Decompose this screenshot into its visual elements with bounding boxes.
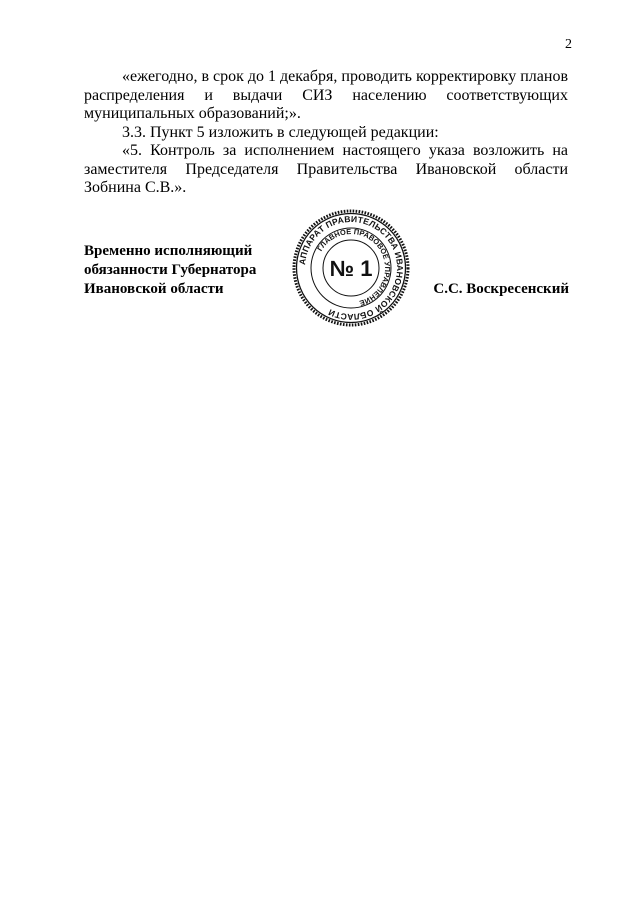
seal-graphic	[292, 209, 410, 327]
signatory-position	[84, 242, 256, 299]
signatory-position-line-2: обязанности Губернатора	[84, 262, 257, 278]
document-body	[84, 68, 568, 198]
seal-number: № 1	[329, 256, 373, 281]
official-seal	[292, 209, 410, 327]
signatory-position-line-1: Временно исполняющий	[84, 243, 253, 259]
signatory-position-line-3: Ивановской области	[84, 281, 224, 297]
paragraph-item-3-3: 3.3. Пункт 5 изложить в следующей редакции:	[122, 123, 439, 141]
signatory-name: С.С. Воскресенский	[433, 281, 569, 297]
seal-inner-text: ГЛАВНОЕ ПРАВОВОЕ УПРАВЛЕНИЕ	[315, 226, 393, 308]
page-number: 2	[565, 37, 572, 52]
paragraph-control-clause: «5. Контроль за исполнением настоящего указа возложить на заместителя Председателя Правительства Ивановской области Зобнина С.В.».	[84, 142, 568, 196]
paragraph-distribution-plans: «ежегодно, в срок до 1 декабря, проводить корректировку планов распределения и выдачи СИЗ населению соответствующих муниципальных образований;».	[84, 68, 568, 122]
seal-outer-text: АППАРАТ ПРАВИТЕЛЬСТВА ИВАНОВСКОЙ ОБЛАСТИ	[297, 213, 406, 323]
